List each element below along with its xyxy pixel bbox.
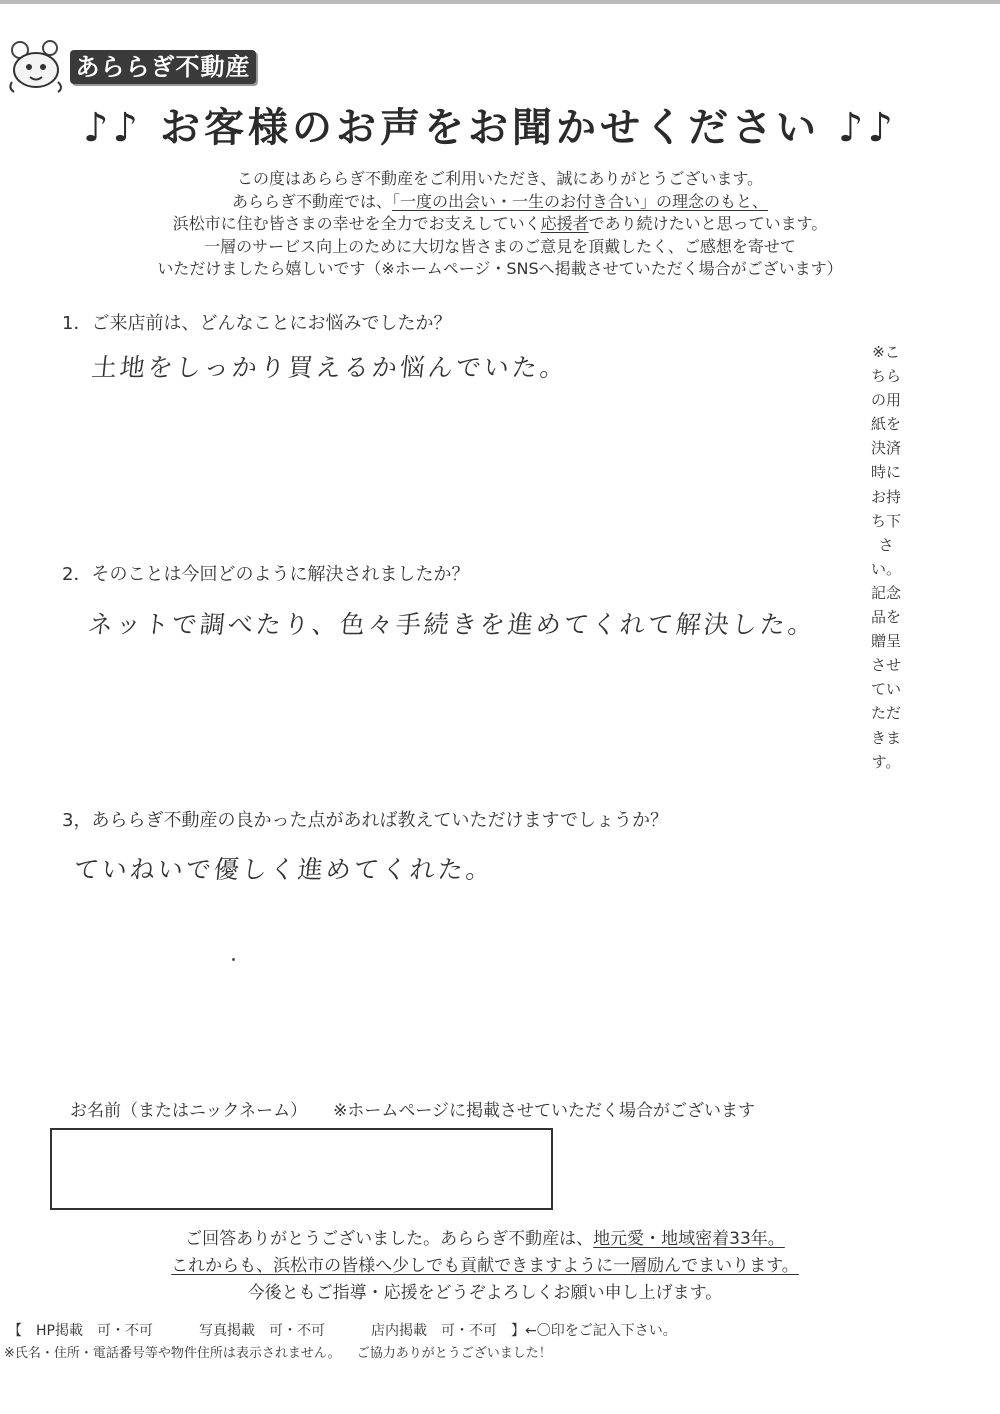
question-2-label: 2．そのことは今回どのように解決されましたか？ <box>62 564 470 585</box>
page-top-edge <box>0 0 1000 4</box>
closing-text <box>60 1226 910 1307</box>
question-1-answer[interactable]: 土地をしっかり買えるか悩んでいた。 <box>90 353 570 382</box>
closing-line-1-prefix: ご回答ありがとうございました。あららぎ不動産は、 <box>185 1229 594 1249</box>
consent-options <box>8 1320 677 1340</box>
privacy-note: ※氏名・住所・電話番号等や物件住所は表示されません。 <box>4 1346 341 1361</box>
thanks-note: ご協力ありがとうございました！ <box>356 1346 552 1361</box>
intro-line-1: この度はあららぎ不動産をご利用いただき、誠にありがとうございます。 <box>236 169 764 188</box>
closing-line-2: これからも、浜松市の皆様へ少しでも貢献できますように一層励んでまいります。 <box>171 1256 799 1276</box>
question-1-label: 1．ご来店前は、どんなことにお悩みでしたか？ <box>62 313 452 334</box>
question-3-answer[interactable]: ていねいで優しく進めてくれた。 <box>72 855 496 884</box>
privacy-footnote <box>4 1342 552 1361</box>
store-posting-option[interactable]: 店内掲載 可・不可 】←〇印をご記入下さい。 <box>370 1323 677 1339</box>
company-logo: あららぎ不動産 <box>70 50 256 84</box>
closing-line-3: 今後ともご指導・応援をどうぞよろしくお願い申し上げます。 <box>247 1283 723 1303</box>
supporter-text: 応援者 <box>540 214 589 233</box>
intro-line-2-prefix: あららぎ不動産では、 <box>231 191 392 211</box>
intro-text <box>60 168 940 281</box>
question-3-label: 3，あららぎ不動産の良かった点があれば教えていただけますでしょうか？ <box>62 810 668 831</box>
philosophy-text: 「一度の出会い・一生のお付き合い」の理念のもと、 <box>392 191 769 211</box>
name-field-note: ※ホームページに掲載させていただく場合がございます <box>333 1101 756 1121</box>
mascot-icon <box>6 38 68 94</box>
hp-posting-option[interactable]: 【 HP掲載 可・不可 <box>8 1323 153 1339</box>
intro-line-4: 一層のサービス向上のために大切な皆さまのご意見を頂戴したく、ご感想を寄せて <box>204 236 796 256</box>
years-text: 地元愛・地域密着33年。 <box>593 1229 785 1249</box>
question-2-answer[interactable]: ネットで調べたり、色々手続きを進めてくれて解決した。 <box>86 610 818 639</box>
page-title: ♪♪ お客様のお声をお聞かせください ♪♪ <box>83 105 897 151</box>
name-field-label <box>70 1096 755 1121</box>
intro-line-3-suffix: であり続けたいと思っています。 <box>588 214 828 233</box>
stray-mark <box>232 958 235 961</box>
intro-line-2 <box>60 191 940 214</box>
intro-line-5: いただけましたら嬉しいです（※ホームページ・SNSへ掲載させていただく場合がございます） <box>157 259 843 278</box>
intro-line-3 <box>60 213 940 236</box>
side-note-vertical: ※こちらの用紙を決済時にお持ち下さい。記念品を贈呈させていただきます。 <box>870 343 901 771</box>
closing-line-1 <box>60 1226 910 1253</box>
photo-posting-option[interactable]: 写真掲載 可・不可 <box>198 1323 325 1339</box>
name-input-box[interactable] <box>50 1128 553 1210</box>
name-label-text: お名前（またはニックネーム） <box>70 1101 308 1121</box>
intro-line-3-prefix: 浜松市に住む皆さまの幸せを全力でお支えしていく <box>172 214 541 233</box>
